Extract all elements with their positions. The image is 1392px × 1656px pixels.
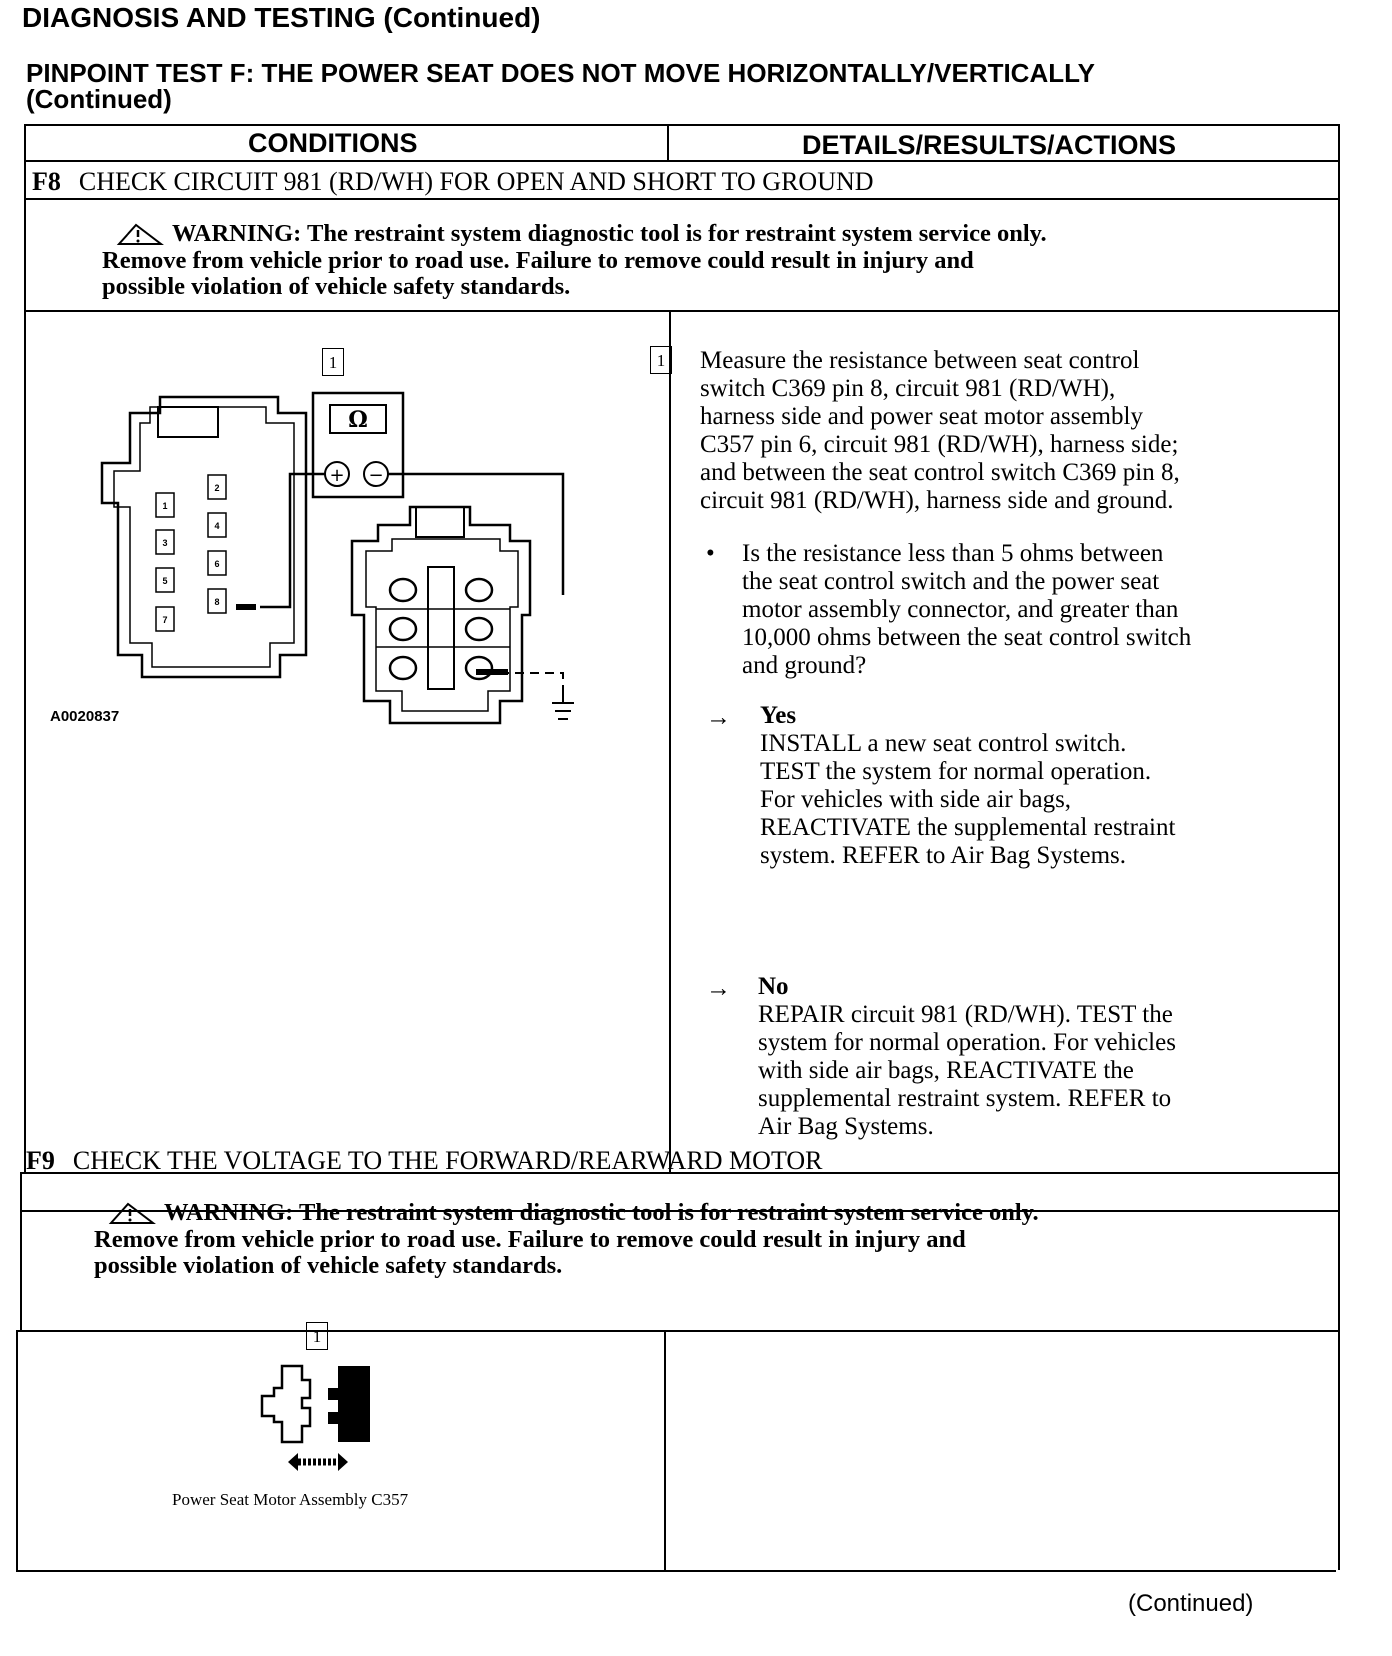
- pin-label-2: 2: [214, 483, 220, 493]
- f8-instruction-line: switch C369 pin 8, circuit 981 (RD/WH),: [700, 375, 1116, 402]
- continued-footer: (Continued): [1128, 1590, 1254, 1617]
- no-label: No: [758, 973, 789, 1000]
- f8-step-title: [32, 167, 874, 197]
- minus-terminal-icon: −: [368, 465, 384, 486]
- plus-terminal-icon: +: [329, 465, 345, 486]
- pinpoint-test-title: PINPOINT TEST F: THE POWER SEAT DOES NOT MOVE HORIZONTALLY/VERTICALLY: [26, 58, 1095, 88]
- seat-control-switch-connector: [102, 397, 306, 677]
- conditions-column-header: CONDITIONS: [248, 128, 418, 158]
- no-arrow-icon: →: [706, 975, 731, 1002]
- f9-warning-line-3: possible violation of vehicle safety standards.: [94, 1252, 563, 1279]
- no-action-line: supplemental restraint system. REFER to: [758, 1085, 1172, 1112]
- f9-figure-caption: Power Seat Motor Assembly C357: [172, 1490, 409, 1509]
- yes-action-line: For vehicles with side air bags,: [760, 786, 1072, 813]
- f8-step-text: CHECK CIRCUIT 981 (RD/WH) FOR OPEN AND SHORT TO GROUND: [78, 167, 874, 196]
- f8-instruction-line: and between the seat control switch C369 pin 8,: [700, 459, 1180, 486]
- f9-connector-diagram: [252, 1360, 382, 1475]
- f8-question-line: and ground?: [742, 652, 867, 679]
- pin-label-6: 6: [214, 559, 220, 569]
- warning-icon: [116, 222, 164, 246]
- pin-label-3: 3: [162, 538, 168, 548]
- no-action-line: with side air bags, REACTIVATE the: [758, 1057, 1134, 1084]
- pin-label-5: 5: [162, 576, 168, 586]
- no-action: [758, 1001, 1176, 1141]
- pin-label-1: 1: [162, 501, 168, 511]
- f8-instruction-line: C357 pin 6, circuit 981 (RD/WH), harness side;: [700, 431, 1179, 458]
- f8-question-line: 10,000 ohms between the seat control switch: [742, 624, 1192, 651]
- ground-icon: [552, 685, 574, 719]
- pin-label-7: 7: [162, 615, 168, 625]
- pin-label-8: 8: [214, 597, 220, 607]
- bullet-icon: •: [706, 540, 715, 567]
- yes-action-line: TEST the system for normal operation.: [760, 758, 1152, 785]
- connector-pins: [156, 475, 226, 631]
- f8-step-number: 1: [650, 346, 672, 374]
- f8-warning-line-3: possible violation of vehicle safety standards.: [102, 273, 571, 300]
- yes-action-line: system. REFER to Air Bag Systems.: [760, 842, 1127, 869]
- f8-warning-line-1: WARNING: The restraint system diagnostic tool is for restraint system service only.: [172, 220, 1047, 247]
- f8-step-id: F8: [32, 167, 61, 196]
- page-title: DIAGNOSIS AND TESTING (Continued): [22, 2, 541, 33]
- yes-action-line: REACTIVATE the supplemental restraint: [760, 814, 1176, 841]
- f8-wiring-diagram: [60, 385, 620, 765]
- f8-figure-step-number: 1: [322, 348, 344, 376]
- f9-warning-line-2: Remove from vehicle prior to road use. Failure to remove could result in injury and: [94, 1226, 966, 1253]
- yes-action: [760, 730, 1175, 870]
- f8-question-line: motor assembly connector, and greater than: [742, 596, 1179, 623]
- no-action-line: system for normal operation. For vehicles: [758, 1029, 1176, 1056]
- f9-step-id: F9: [26, 1146, 55, 1175]
- warning-icon: [108, 1201, 156, 1225]
- details-column-header: DETAILS/RESULTS/ACTIONS: [802, 130, 1177, 160]
- f8-instruction-line: Measure the resistance between seat control: [700, 347, 1140, 374]
- f9-figure-step-number: 1: [306, 1322, 328, 1350]
- no-action-line: REPAIR circuit 981 (RD/WH). TEST the: [758, 1001, 1173, 1028]
- yes-action-line: INSTALL a new seat control switch.: [760, 730, 1127, 757]
- yes-arrow-icon: →: [706, 704, 731, 731]
- pin-label-4: 4: [214, 521, 220, 531]
- double-arrow-icon: [288, 1453, 348, 1471]
- f9-step-text: CHECK THE VOLTAGE TO THE FORWARD/REARWARD MOTOR: [72, 1146, 823, 1175]
- power-seat-motor-connector: [352, 507, 530, 723]
- yes-label: Yes: [760, 702, 797, 729]
- f8-warning-line-2: Remove from vehicle prior to road use. Failure to remove could result in injury and: [102, 247, 974, 274]
- f8-question: [742, 540, 1191, 680]
- no-action-line: Air Bag Systems.: [758, 1113, 934, 1140]
- f8-question-line: the seat control switch and the power seat: [742, 568, 1160, 595]
- f8-instruction-line: harness side and power seat motor assembly: [700, 403, 1143, 430]
- f8-instruction: [700, 347, 1180, 515]
- f9-warning-line-1: WARNING: The restraint system diagnostic tool is for restraint system service only.: [164, 1199, 1039, 1226]
- ohm-symbol: Ω: [348, 407, 368, 433]
- f8-instruction-line: circuit 981 (RD/WH), harness side and ground.: [700, 487, 1174, 514]
- pinpoint-test-continued: (Continued): [26, 84, 172, 114]
- f9-step-title: [26, 1146, 823, 1176]
- f8-figure-id: A0020837: [50, 708, 120, 725]
- f8-question-line: Is the resistance less than 5 ohms between: [742, 540, 1164, 567]
